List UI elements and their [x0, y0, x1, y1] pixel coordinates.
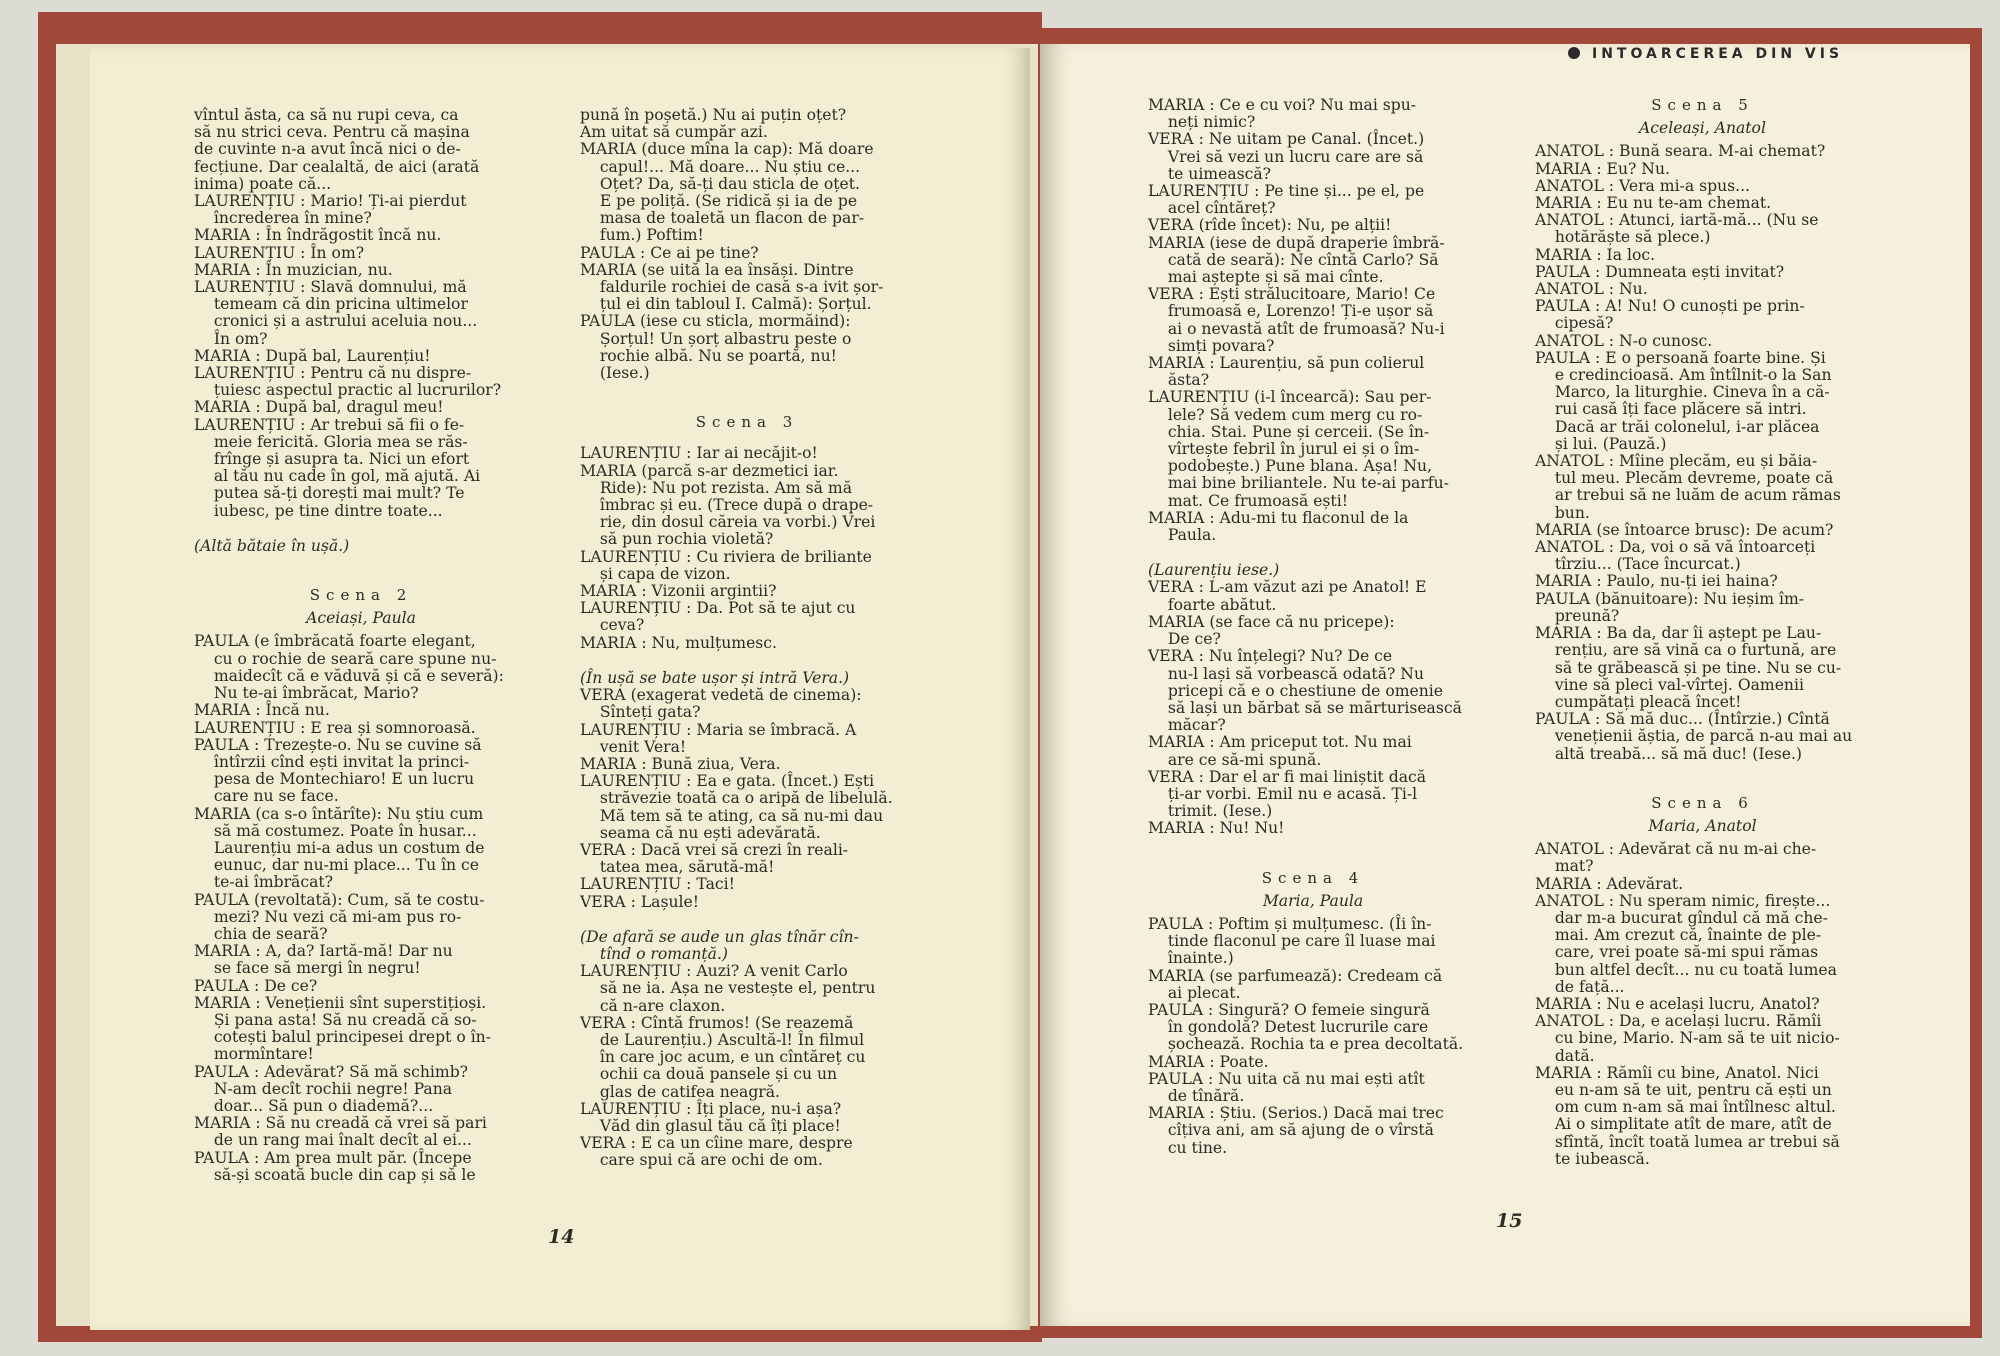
text-line: ăsta?	[1148, 371, 1210, 390]
text-line: îmbrac și eu. (Trece după o drape-	[580, 496, 874, 515]
text-line: PAULA : Dumneata ești invitat?	[1535, 262, 1785, 281]
text-line: MARIA : Am priceput tot. Nu mai	[1148, 733, 1412, 752]
text-line: VERA : L-am văzut azi pe Anatol! E	[1148, 578, 1427, 597]
text-line: PAULA : Nu uita că nu mai ești atît	[1148, 1069, 1425, 1088]
text-line: putea să-ți dorești mai mult? Te	[194, 484, 465, 503]
text-line: PAULA : Ce ai pe tine?	[580, 243, 759, 262]
text-line: MARIA : Adu-mi tu flaconul de la	[1148, 508, 1409, 527]
text-line: care spui că are ochi de om.	[580, 1151, 823, 1170]
text-line: MARIA : Paulo, nu-ți iei haina?	[1535, 572, 1778, 591]
scene-cast: Maria, Paula	[1262, 891, 1364, 910]
text-line: fecțiune. Dar cealaltă, de aici (arată	[194, 157, 480, 176]
left-page-column-2	[580, 107, 914, 1170]
text-line: vîntul ăsta, ca să nu rupi ceva, ca	[194, 106, 459, 124]
text-line: venețienii ăștia, de parcă n-au mai au	[1535, 727, 1853, 746]
text-line: ANATOL : Nu speram nimic, firește...	[1535, 891, 1831, 910]
text-line: bun altfel decît... nu cu toată lumea	[1535, 960, 1837, 979]
text-line: foarte abătut.	[1148, 595, 1277, 614]
text-line: preună?	[1535, 606, 1620, 625]
text-line: PAULA : Trezește-o. Nu se cuvine să	[194, 735, 482, 754]
text-line: PAULA : E o persoană foarte bine. Și	[1535, 348, 1826, 367]
text-line: de Laurențiu.) Ascultă-l! În filmul	[580, 1030, 865, 1049]
text-line: simți povara?	[1148, 336, 1275, 355]
text-line: al tău nu cade în gol, mă ajută. Ai	[194, 467, 481, 486]
text-line: mat?	[1535, 857, 1594, 876]
text-line: e credincioasă. Am întîlnit-o la San	[1535, 366, 1832, 385]
scene-cast: Maria, Anatol	[1648, 816, 1757, 835]
text-line: PAULA : A! Nu! O cunoști pe prin-	[1535, 297, 1805, 316]
text-line: Vrei să vezi un lucru care are să	[1148, 147, 1424, 166]
text-line: tinde flaconul pe care îl luase mai	[1148, 932, 1436, 951]
text-line: care, vrei poate să-mi spui rămas	[1535, 943, 1819, 962]
text-line: ANATOL : Mîine plecăm, eu și băia-	[1535, 452, 1818, 471]
text-line: ANATOL : Atunci, iartă-mă... (Nu se	[1535, 211, 1819, 230]
text-line: cipesă?	[1535, 314, 1614, 333]
text-line: LAURENȚIU : Cu riviera de briliante	[580, 547, 872, 566]
text-line: venit Vera!	[580, 737, 687, 756]
text-line: încrederea în mine?	[194, 209, 372, 228]
text-line: nu-l lași să vorbească odată? Nu	[1148, 664, 1424, 683]
text-line: vîrtește febril în jurul ei și o îm-	[1148, 440, 1420, 459]
text-line: masa de toaletă un flacon de par-	[580, 209, 865, 228]
scene-heading: Scena 6	[1651, 793, 1754, 812]
text-line: Văd din glasul tău că îți place!	[580, 1116, 841, 1135]
text-line: țul ei din tabloul I. Calmă): Șorțul.	[580, 295, 872, 314]
text-line: PAULA (bănuitoare): Nu ieșim îm-	[1535, 589, 1805, 608]
text-line: MARIA : Adevărat.	[1535, 874, 1684, 893]
text-line: LAURENȚIU : Pentru că nu dispre-	[194, 364, 472, 383]
text-line: LAURENȚIU : Mario! Ți-ai pierdut	[194, 192, 467, 211]
text-line: să lași un bărbat să se mărturisească	[1148, 698, 1462, 717]
text-line: doar... Să pun o diademă?...	[194, 1096, 434, 1115]
scene-heading: Scena 2	[309, 586, 413, 605]
text-line: E pe poliță. (Se ridică și ia de pe	[580, 192, 858, 211]
text-line: maidecît că e văduvă și că e severă):	[194, 666, 504, 685]
page-number-right: 15	[1496, 1210, 1523, 1232]
text-line: LAURENȚIU : Pe tine și... pe el, pe	[1148, 182, 1425, 201]
text-line: tîrziu... (Tace încurcat.)	[1535, 555, 1741, 574]
text-line: ANATOL : Bună seara. M-ai chemat?	[1535, 142, 1826, 161]
text-line: lele? Să vedem cum merg cu ro-	[1148, 405, 1423, 424]
text-line: cu tine.	[1148, 1138, 1228, 1157]
text-line: iubesc, pe tine dintre toate...	[194, 501, 443, 520]
text-line: Laurențiu mi-a adus un costum de	[194, 838, 485, 857]
text-line: Mă tem să te ating, ca să nu-mi dau	[580, 806, 884, 825]
text-line: VERA : Dacă vrei să crezi în reali-	[580, 840, 849, 859]
text-line: PAULA : De ce?	[194, 976, 318, 995]
text-line: MARIA (se întoarce brusc): De acum?	[1535, 520, 1834, 539]
text-line: ochii ca două pansele și cu un	[580, 1065, 838, 1084]
text-line: să pun rochia violetă?	[580, 530, 774, 549]
text-line: mezi? Nu vezi că mi-am pus ro-	[194, 907, 462, 926]
text-line: MARIA (se parfumează): Credeam că	[1148, 966, 1443, 985]
text-line: podobește.) Pune blana. Așa! Nu,	[1148, 457, 1432, 476]
text-line: MARIA : Venețienii sînt superstițioși.	[194, 993, 487, 1012]
text-line: dată.	[1535, 1046, 1595, 1065]
text-line: eunuc, dar nu-mi place... Tu în ce	[194, 856, 480, 875]
text-line: faldurile rochiei de casă s-a ivit șor-	[580, 278, 884, 297]
right-page-column-1	[1148, 97, 1478, 1157]
text-line: LAURENȚIU : Maria se îmbracă. A	[580, 720, 857, 739]
text-line: În om?	[194, 329, 268, 348]
text-line: altă treabă... să mă duc! (Iese.)	[1535, 744, 1803, 763]
text-line: că n-are claxon.	[580, 996, 726, 1015]
scene-heading: Scena 4	[1261, 868, 1365, 887]
text-line: LAURENȚIU : În om?	[194, 243, 365, 262]
stage-direction: tînd o romanță.)	[580, 944, 728, 963]
text-line: PAULA : Poftim și mulțumesc. (Îi în-	[1148, 914, 1432, 933]
text-line: ai o nevastă atît de frumoasă? Nu-i	[1148, 319, 1445, 338]
text-line: întîrzii cînd ești invitat la princi-	[194, 752, 470, 771]
text-line: PAULA : Să mă duc... (Întîrzie.) Cîntă	[1535, 710, 1830, 729]
text-line: Sînteți gata?	[580, 703, 701, 722]
scene-heading: Scena 5	[1651, 96, 1754, 114]
text-line: VERA (exagerat vedetă de cinema):	[580, 686, 862, 705]
text-line: în gondolă? Detest lucrurile care	[1148, 1018, 1429, 1037]
text-line: PAULA : Adevărat? Să mă schimb?	[194, 1062, 469, 1081]
text-line: acel cîntăreț?	[1148, 199, 1276, 218]
text-line: VERA : Nu înțelegi? Nu? De ce	[1148, 647, 1393, 666]
text-line: LAURENȚIU : Ar trebui să fii o fe-	[194, 415, 465, 434]
text-line: MARIA : Bună ziua, Vera.	[580, 754, 781, 773]
text-line: bun.	[1535, 503, 1590, 522]
stage-direction: (De afară se aude un glas tînăr cîn-	[580, 927, 859, 946]
text-line: tatea mea, sărută-mă!	[580, 858, 775, 877]
text-line: rențiu, are să vină ca o furtună, are	[1535, 641, 1837, 660]
text-line: neți nimic?	[1148, 113, 1256, 132]
text-line: LAURENȚIU : Iar ai necăjit-o!	[580, 444, 818, 463]
text-line: MARIA : Nu e același lucru, Anatol?	[1535, 994, 1820, 1013]
text-line: frumoasă e, Lorenzo! Ți-e ușor să	[1148, 302, 1434, 321]
text-line: care nu se face.	[194, 787, 339, 806]
left-page-column-1	[194, 107, 528, 1184]
text-line: LAURENȚIU : Auzi? A venit Carlo	[580, 962, 848, 981]
text-line: trimit. (Iese.)	[1148, 802, 1273, 821]
text-line: MARIA : După bal, Laurențiu!	[194, 346, 431, 365]
text-line: frînge și asupra ta. Nici un efort	[194, 450, 470, 469]
text-line: vine să pleci val-vîrtej. Oamenii	[1535, 675, 1804, 694]
right-page-column-2	[1535, 97, 1870, 1168]
text-line: ai plecat.	[1148, 983, 1241, 1002]
text-line: inima) poate că...	[194, 174, 332, 193]
text-line: meie fericită. Gloria mea se răs-	[194, 432, 468, 451]
stage-direction: (În ușă se bate ușor și intră Vera.)	[580, 668, 850, 687]
text-line: PAULA : Singură? O femeie singură	[1148, 1000, 1430, 1019]
scene-heading: Scena 3	[695, 413, 799, 432]
text-line: Dacă ar trăi colonelul, i-ar plăcea	[1535, 417, 1820, 436]
text-line: eu n-am să te uit, pentru că ești un	[1535, 1080, 1832, 1099]
text-line: MARIA : A, da? Iartă-mă! Dar nu	[194, 942, 453, 961]
text-line: Am uitat să cumpăr azi.	[580, 123, 768, 142]
text-line: în care joc acum, e un cîntăreț cu	[580, 1048, 866, 1067]
text-line: ANATOL : Nu.	[1535, 280, 1648, 299]
text-line: rochie albă. Nu se poartă, nu!	[580, 346, 837, 365]
text-line: MARIA (ca s-o întărîte): Nu știu cum	[194, 804, 484, 823]
text-line: MARIA : Eu nu te-am chemat.	[1535, 194, 1772, 213]
text-line: MARIA (iese de după draperie îmbră-	[1148, 233, 1445, 252]
text-line: VERA : Ne uitam pe Canal. (Încet.)	[1148, 130, 1425, 149]
text-line: pesa de Montechiaro! E un lucru	[194, 770, 475, 789]
scene-cast: Aceleași, Anatol	[1639, 119, 1766, 138]
text-line: LAURENȚIU : Îți place, nu-i așa?	[580, 1099, 842, 1118]
text-line: N-am decît rochii negre! Pana	[194, 1079, 453, 1098]
text-line: de cuvinte n-a avut încă nici o de-	[194, 140, 461, 159]
text-line: Oțet? Da, să-ți dau sticla de oțet.	[580, 174, 860, 193]
text-line: Ai o simplitate atît de mare, atît de	[1535, 1115, 1832, 1134]
text-line: PAULA : Am prea mult păr. (Începe	[194, 1148, 472, 1167]
text-line: de tînără.	[1148, 1086, 1245, 1105]
text-line: MARIA : Știu. (Serios.) Dacă mai trec	[1148, 1104, 1444, 1123]
text-line: cotești balul principesei drept o în-	[194, 1028, 491, 1047]
text-line: LAURENȚIU (i-l încearcă): Sau per-	[1148, 388, 1432, 407]
text-line: VERA : Ești strălucitoare, Mario! Ce	[1148, 285, 1436, 304]
text-line: pricepi că e o chestiune de omenie	[1148, 681, 1444, 700]
running-header-title: INTOARCEREA DIN VIS	[1592, 46, 1844, 62]
text-line: mai aștepte și să mai cînte.	[1148, 268, 1384, 287]
text-line: ANATOL : Da, voi o să vă întoarceți	[1535, 538, 1816, 557]
text-line: MARIA : Poate.	[1148, 1052, 1269, 1071]
text-line: MARIA (se uită la ea însăși. Dintre	[580, 260, 854, 279]
text-line: om cum n-am să mai întîlnesc altul.	[1535, 1098, 1836, 1117]
text-line: VERA (rîde încet): Nu, pe alții!	[1148, 216, 1392, 235]
text-line: cumpătați pleacă încet!	[1535, 692, 1742, 711]
text-line: te iubească.	[1535, 1149, 1650, 1168]
text-line: ar trebui să ne luăm de acum rămas	[1535, 486, 1841, 505]
stage-direction: (Laurențiu iese.)	[1148, 561, 1280, 580]
text-line: MARIA : Laurențiu, să pun colierul	[1148, 354, 1425, 373]
stage-direction: (Altă bătaie în ușă.)	[194, 536, 350, 555]
text-line: înainte.)	[1148, 949, 1234, 968]
text-line: glas de catifea neagră.	[580, 1082, 781, 1101]
text-line: te uimească?	[1148, 164, 1272, 183]
text-line: MARIA (duce mîna la cap): Mă doare	[580, 140, 874, 159]
page-number-left: 14	[548, 1226, 575, 1248]
text-line: mai. Am crezut că, înainte de ple-	[1535, 926, 1822, 945]
text-line: țuiesc aspectul practic al lucrurilor?	[194, 381, 502, 400]
text-line: să mă costumez. Poate în husar...	[194, 821, 477, 840]
text-line: mormîntare!	[194, 1045, 314, 1064]
text-line: LAURENȚIU : Da. Pot să te ajut cu	[580, 599, 856, 618]
text-line: de un rang mai înalt decît al ei...	[194, 1131, 472, 1150]
text-line: LAURENȚIU : Ea e gata. (Încet.) Ești	[580, 772, 875, 791]
text-line: ANATOL : Adevărat că nu m-ai che-	[1535, 840, 1817, 859]
text-line: temeam că din pricina ultimelor	[194, 295, 468, 314]
text-line: MARIA (se face că nu pricepe):	[1148, 612, 1395, 631]
text-line: MARIA : Ce e cu voi? Nu mai spu-	[1148, 96, 1417, 114]
text-line: fum.) Poftim!	[580, 226, 704, 245]
running-header	[1568, 46, 1948, 62]
text-line: (Iese.)	[580, 364, 650, 383]
text-line: ți-ar vorbi. Emil nu e acasă. Ți-l	[1148, 784, 1418, 803]
bullet-icon	[1568, 47, 1580, 59]
text-line: MARIA : Eu? Nu.	[1535, 159, 1670, 178]
scene-cast: Aceiași, Paula	[306, 609, 416, 628]
text-line: de față...	[1535, 977, 1625, 996]
text-line: mat. Ce frumoasă ești!	[1148, 491, 1348, 510]
text-line: LAURENȚIU : Taci!	[580, 875, 735, 894]
text-line: VERA : Dar el ar fi mai liniștit dacă	[1148, 767, 1427, 786]
text-line: te-ai îmbrăcat?	[194, 873, 333, 892]
text-line: Și pana asta! Să nu creadă că so-	[194, 1010, 477, 1029]
text-line: MARIA (parcă s-ar dezmetici iar.	[580, 461, 839, 480]
text-line: rie, din dosul căreia va vorbi.) Vrei	[580, 513, 876, 532]
text-line: ANATOL : N-o cunosc.	[1535, 331, 1713, 350]
text-line: tul meu. Plecăm devreme, poate că	[1535, 469, 1834, 488]
text-line: De ce?	[1148, 630, 1221, 649]
text-line: măcar?	[1148, 716, 1226, 735]
text-line: Ride): Nu pot rezista. Am să mă	[580, 478, 853, 497]
text-line: chia de seară?	[194, 924, 328, 943]
text-line: cronici și a astrului aceluia nou...	[194, 312, 478, 331]
text-line: străvezie toată ca o aripă de libelulă.	[580, 789, 893, 808]
text-line: MARIA : Încă nu.	[194, 701, 330, 720]
text-line: MARIA : Să nu creadă că vrei să pari	[194, 1114, 487, 1133]
text-line: și lui. (Pauză.)	[1535, 434, 1667, 453]
text-line: mai bine briliantele. Nu te-ai parfu-	[1148, 474, 1449, 493]
text-line: sfîntă, încît toată lumea ar trebui să	[1535, 1132, 1840, 1151]
text-line: MARIA : Vizonii argintii?	[580, 582, 777, 601]
text-line: ANATOL : Vera mi-a spus...	[1535, 176, 1750, 195]
text-line: ceva?	[580, 616, 645, 635]
text-line: MARIA : Ia loc.	[1535, 245, 1656, 264]
text-line: MARIA : Nu, mulțumesc.	[580, 633, 777, 652]
text-line: capul!... Mă doare... Nu știu ce...	[580, 157, 861, 176]
text-line: VERA : Lașule!	[580, 892, 699, 911]
text-line: să te grăbească și pe tine. Nu se cu-	[1535, 658, 1842, 677]
text-line: Nu te-ai îmbrăcat, Mario?	[194, 684, 419, 703]
text-line: cu bine, Mario. N-am să te uit nicio-	[1535, 1029, 1840, 1048]
text-line: cată de seară): Ne cîntă Carlo? Să	[1148, 250, 1439, 269]
text-line: MARIA : Rămîi cu bine, Anatol. Nici	[1535, 1063, 1819, 1082]
text-line: și capa de vizon.	[580, 564, 731, 583]
text-line: hotărăște să plece.)	[1535, 228, 1711, 247]
text-line: PAULA (e îmbrăcată foarte elegant,	[194, 632, 476, 651]
text-line: să-și scoată bucle din cap și să le	[194, 1165, 476, 1184]
text-line: Marco, la liturghie. Cineva în a că-	[1535, 383, 1830, 402]
text-line: chia. Stai. Pune și cerceii. (Se în-	[1148, 422, 1430, 441]
text-line: Șorțul! Un șorț albastru peste o	[580, 329, 852, 348]
text-line: pună în poșetă.) Nu ai puțin oțet?	[580, 106, 847, 124]
text-line: LAURENȚIU : E rea și somnoroasă.	[194, 718, 476, 737]
text-line: VERA : E ca un cîine mare, despre	[580, 1134, 853, 1153]
text-line: VERA : Cîntă frumos! (Se reazemă	[580, 1013, 854, 1032]
text-line: cîțiva ani, am să ajung de o vîrstă	[1148, 1121, 1434, 1140]
text-line: dar m-a bucurat gîndul că mă che-	[1535, 908, 1828, 927]
text-line: șochează. Rochia ta e prea decoltată.	[1148, 1035, 1464, 1054]
text-line: se face să mergi în negru!	[194, 959, 421, 978]
text-line: MARIA : Ba da, dar îi aștept pe Lau-	[1535, 624, 1822, 643]
text-line: are ce să-mi spună.	[1148, 750, 1322, 769]
text-line: seama că nu ești adevărată.	[580, 823, 821, 842]
text-line: rui casă îți face plăcere să intri.	[1535, 400, 1807, 419]
text-line: ANATOL : Da, e același lucru. Rămîi	[1535, 1012, 1822, 1031]
text-line: să ne ia. Așa ne vestește el, pentru	[580, 979, 876, 998]
text-line: MARIA : În muzician, nu.	[194, 260, 393, 279]
text-line: MARIA : Nu! Nu!	[1148, 819, 1285, 838]
text-line: MARIA : După bal, dragul meu!	[194, 398, 444, 417]
text-line: Paula.	[1148, 526, 1217, 545]
text-line: să nu strici ceva. Pentru că mașina	[194, 123, 470, 142]
text-line: MARIA : În îndrăgostit încă nu.	[194, 226, 442, 245]
text-line: PAULA (revoltată): Cum, să te costu-	[194, 890, 485, 909]
text-line: PAULA (iese cu sticla, mormăind):	[580, 312, 851, 331]
text-line: LAURENȚIU : Slavă domnului, mă	[194, 278, 467, 297]
text-line: cu o rochie de seară care spune nu-	[194, 649, 497, 668]
